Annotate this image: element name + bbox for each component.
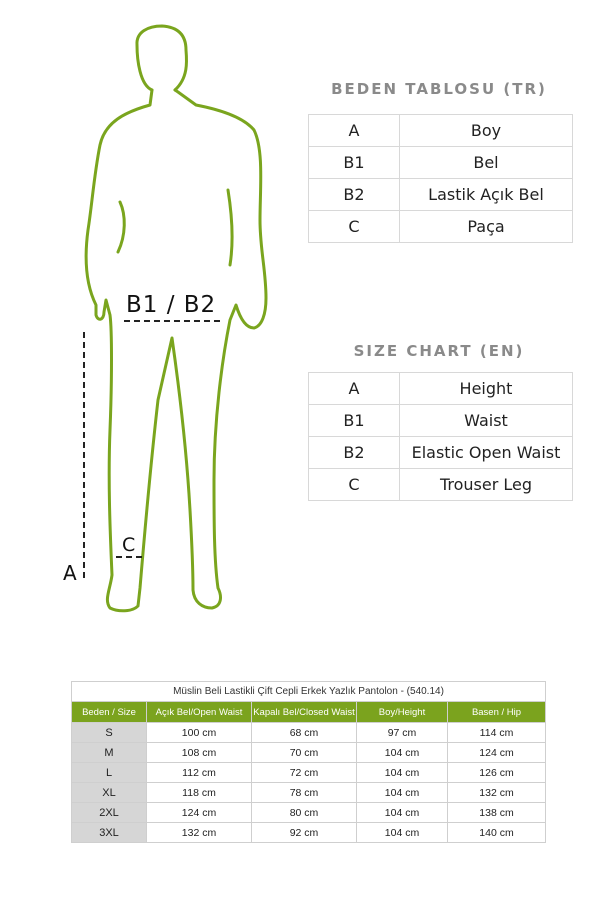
header-open-waist: Açık Bel/Open Waist — [147, 702, 252, 723]
body-outline-drawing — [0, 0, 300, 640]
closed-waist-cell: 80 cm — [252, 803, 357, 823]
closed-waist-cell: 78 cm — [252, 783, 357, 803]
tr-legend-row — [309, 179, 573, 211]
tr-legend-row — [309, 147, 573, 179]
head-outline — [137, 26, 187, 90]
tr-legend-row — [309, 211, 573, 243]
size-table — [71, 681, 546, 843]
height-cell: 104 cm — [357, 743, 448, 763]
legend-value: Boy — [400, 115, 573, 147]
size-cell: S — [72, 723, 147, 743]
table-row — [72, 823, 546, 843]
legend-key: C — [309, 211, 400, 243]
tr-chart-title: BEDEN TABLOSU (TR) — [331, 80, 547, 98]
open-waist-cell: 118 cm — [147, 783, 252, 803]
closed-waist-cell: 92 cm — [252, 823, 357, 843]
open-waist-cell: 112 cm — [147, 763, 252, 783]
en-legend-row — [309, 437, 573, 469]
legend-value: Bel — [400, 147, 573, 179]
hip-cell: 124 cm — [448, 743, 546, 763]
height-cell: 104 cm — [357, 783, 448, 803]
legend-key: B1 — [309, 147, 400, 179]
en-legend-row — [309, 469, 573, 501]
open-waist-cell: 124 cm — [147, 803, 252, 823]
body-outline — [86, 90, 266, 611]
legend-value: Waist — [400, 405, 573, 437]
open-waist-cell: 100 cm — [147, 723, 252, 743]
leg-opening-label: C — [122, 534, 136, 556]
legend-key: B1 — [309, 405, 400, 437]
legend-value: Elastic Open Waist — [400, 437, 573, 469]
en-legend-row — [309, 373, 573, 405]
header-closed-waist: Kapalı Bel/Closed Waist — [252, 702, 357, 723]
closed-waist-cell: 72 cm — [252, 763, 357, 783]
hip-cell: 140 cm — [448, 823, 546, 843]
size-table-title: Müslin Beli Lastikli Çift Cepli Erkek Yazlık Pantolon - (540.14) — [71, 681, 546, 701]
table-row — [72, 723, 546, 743]
open-waist-cell: 108 cm — [147, 743, 252, 763]
size-cell: 2XL — [72, 803, 147, 823]
legend-value: Lastik Açık Bel — [400, 179, 573, 211]
table-row — [72, 783, 546, 803]
legend-value: Trouser Leg — [400, 469, 573, 501]
tr-legend-row — [309, 115, 573, 147]
en-chart-title: SIZE CHART (EN) — [353, 342, 525, 360]
header-hip: Basen / Hip — [448, 702, 546, 723]
legend-key: A — [309, 115, 400, 147]
legend-key: B2 — [309, 179, 400, 211]
size-table-container — [71, 681, 546, 843]
header-height: Boy/Height — [357, 702, 448, 723]
size-cell: L — [72, 763, 147, 783]
waist-label: B1 / B2 — [126, 292, 217, 318]
legend-key: B2 — [309, 437, 400, 469]
legend-key: A — [309, 373, 400, 405]
closed-waist-cell: 68 cm — [252, 723, 357, 743]
hip-cell: 138 cm — [448, 803, 546, 823]
hip-cell: 132 cm — [448, 783, 546, 803]
hip-cell: 126 cm — [448, 763, 546, 783]
header-size: Beden / Size — [72, 702, 147, 723]
open-waist-cell: 132 cm — [147, 823, 252, 843]
legend-value: Height — [400, 373, 573, 405]
height-cell: 104 cm — [357, 803, 448, 823]
en-legend-row — [309, 405, 573, 437]
height-cell: 104 cm — [357, 763, 448, 783]
table-row — [72, 803, 546, 823]
size-table-header-row — [72, 702, 546, 723]
height-cell: 104 cm — [357, 823, 448, 843]
left-arm-inner — [118, 202, 124, 252]
table-row — [72, 743, 546, 763]
tr-legend-table — [308, 114, 573, 243]
body-figure — [0, 0, 300, 640]
right-arm-inner — [228, 190, 232, 265]
legend-value: Paça — [400, 211, 573, 243]
size-cell: M — [72, 743, 147, 763]
en-legend-table — [308, 372, 573, 501]
hip-cell: 114 cm — [448, 723, 546, 743]
size-cell: 3XL — [72, 823, 147, 843]
closed-waist-cell: 70 cm — [252, 743, 357, 763]
table-row — [72, 763, 546, 783]
legend-key: C — [309, 469, 400, 501]
height-cell: 97 cm — [357, 723, 448, 743]
size-cell: XL — [72, 783, 147, 803]
height-label: A — [63, 561, 77, 585]
